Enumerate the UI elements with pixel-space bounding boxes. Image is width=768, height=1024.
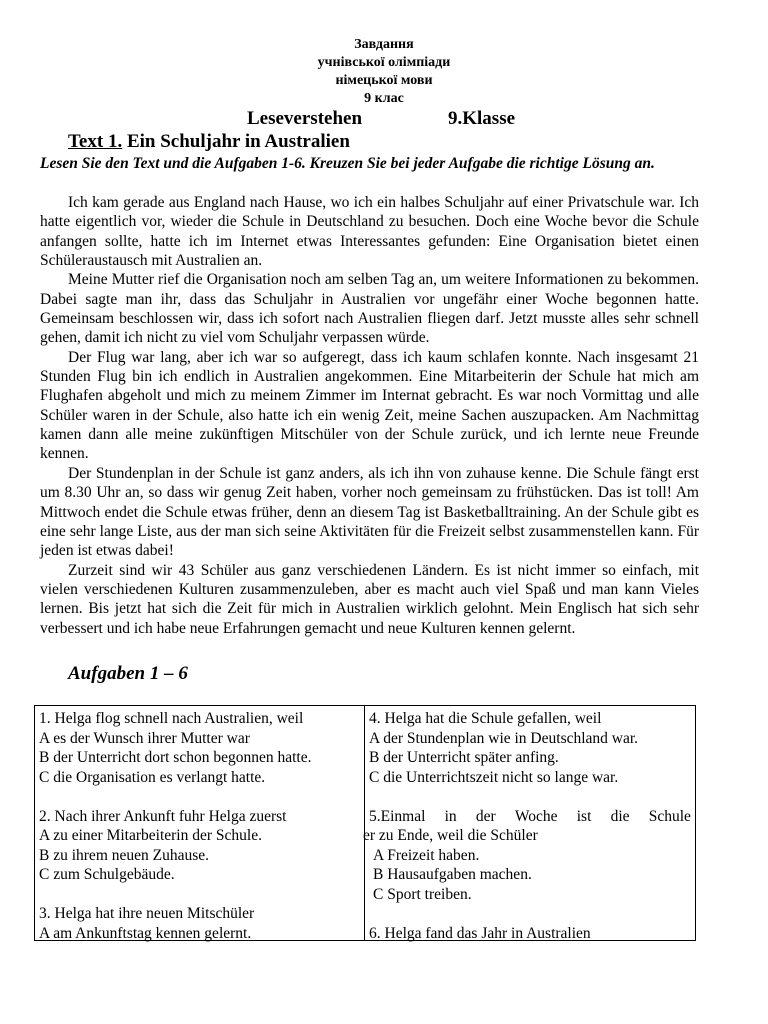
answer-2b[interactable]: B zu ihrem neuen Zuhause. bbox=[39, 846, 210, 864]
answer-1a[interactable]: A es der Wunsch ihrer Mutter war bbox=[39, 729, 250, 747]
answer-3a[interactable]: A am Ankunftstag kennen gelernt. bbox=[39, 924, 252, 942]
q5-word: ist bbox=[576, 807, 592, 825]
answer-5a[interactable]: A Freizeit haben. bbox=[373, 846, 480, 864]
answer-5c[interactable]: C Sport treiben. bbox=[373, 885, 472, 903]
tasks-table bbox=[34, 705, 696, 941]
paragraph-3: Der Flug war lang, aber ich war so aufgeregt, dass ich kaum schlafen konnte. Nach insgesamt 21 Stunden Flug bin ich endlich in Australien angekommen. Eine Mitarbeiterin der Schule hat mich am Flughafen abgeholt und mich zu meinem Zimmer im Internat gebracht. Es war noch Vormittag und alle Schüler waren in der Schule, also hatte ich ein wenig Zeit, meine Sachen auszupacken. Am Nachmittag kamen dann alle meine zukünftigen Mitschüler von der Schule zurück, und ich lernte neue Freunde kennen. bbox=[40, 348, 699, 463]
instruction: Lesen Sie den Text und die Aufgaben 1-6. Kreuzen Sie bei jeder Aufgabe die richtige Lösung an. bbox=[40, 155, 655, 172]
header-line-2: учнівської олімпіади bbox=[317, 55, 451, 70]
answer-1b[interactable]: B der Unterricht dort schon begonnen hatte. bbox=[39, 749, 312, 766]
text-title bbox=[68, 131, 350, 153]
answer-2a[interactable]: A zu einer Mitarbeiterin der Schule. bbox=[39, 827, 262, 844]
spacer bbox=[39, 787, 365, 807]
header-line-1: Завдання bbox=[354, 37, 414, 52]
question-1: 1. Helga flog schnell nach Australien, weil bbox=[39, 710, 304, 727]
answer-4b[interactable]: B der Unterricht später anfing. bbox=[369, 749, 559, 766]
tasks-left-column bbox=[39, 709, 365, 943]
q5-word: die bbox=[610, 807, 630, 825]
answer-4a[interactable]: A der Stundenplan wie in Deutschland war. bbox=[369, 729, 639, 747]
spacer bbox=[369, 904, 691, 924]
section-title-row bbox=[0, 108, 768, 132]
q5-word: der bbox=[475, 807, 496, 825]
q5-word: in bbox=[444, 807, 457, 825]
spacer bbox=[39, 885, 365, 905]
question-5 bbox=[369, 807, 691, 827]
tasks-right-column bbox=[363, 709, 691, 943]
section-title: Leseverstehen bbox=[247, 108, 363, 129]
answer-5b[interactable]: B Hausaufgaben machen. bbox=[373, 866, 532, 883]
answer-1c[interactable]: C die Organisation es verlangt hatte. bbox=[39, 768, 266, 786]
question-3: 3. Helga hat ihre neuen Mitschüler bbox=[39, 905, 255, 922]
spacer bbox=[369, 787, 691, 807]
header-line-4: 9 клас bbox=[364, 91, 404, 106]
text-title-label: Text 1. bbox=[68, 131, 123, 152]
grade-label: 9.Klasse bbox=[448, 108, 516, 129]
question-5-continued: er zu Ende, weil die Schüler bbox=[363, 827, 538, 844]
paragraph-5: Zurzeit sind wir 43 Schüler aus ganz verschiedenen Ländern. Es ist nicht immer so einfach, mit vielen verschiedenen Kulturen zusammenzuleben, aber es macht auch viel Spaß und man kann Vieles lernen. Bis jetzt hat sich die Zeit für mich in Australien wirklich gelohnt. Mein Englisch hat sich sehr verbessert und ich habe neue Erfahrungen gemacht und neue Kulturen kennen gelernt. bbox=[40, 561, 699, 637]
question-2: 2. Nach ihrer Ankunft fuhr Helga zuerst bbox=[39, 807, 287, 825]
q5-word: Schule bbox=[648, 807, 691, 825]
paragraph-4: Der Stundenplan in der Schule ist ganz anders, als ich ihn von zuhause kenne. Die Schule fängt erst um 8.30 Uhr an, so dass wir genug Zeit haben, vorher noch gemeinsam zu frühstücken. Das ist toll! Am Mittwoch endet die Schule etwas früher, denn an diesem Tag ist Basketballtraining. An der Schule gibt es eine sehr lange Liste, aus der man sich seine Aktivitäten für die Freizeit selbst zusammenstellen kann. Für jeden ist etwas dabei! bbox=[40, 464, 699, 560]
paragraph-1: Ich kam gerade aus England nach Hause, wo ich ein halbes Schuljahr auf einer Privatschule war. Ich hatte eigentlich vor, wieder die Schule in Deutschland zu besuchen. Doch eine Woche bevor die Schule anfangen sollte, hatte ich im Internet etwas Interessantes gefunden: Eine Organisation bietet einen Schüleraustausch mit Australien an. bbox=[40, 194, 699, 270]
answer-2c[interactable]: C zum Schulgebäude. bbox=[39, 866, 175, 883]
paragraph-2: Meine Mutter rief die Organisation noch am selben Tag an, um weitere Informationen zu bekommen. Dabei sagte man ihr, dass das Schuljahr in Australien vor ungefähr einer Woche begonnen hatte. Gemeinsam beschlossen wir, dass ich sofort nach Australien fliegen darf. Jetzt musste alles sehr schnell gehen, damit ich nicht zu viel vom Schuljahr verpassen würde. bbox=[40, 271, 699, 347]
text-title-name: Ein Schuljahr in Australien bbox=[122, 131, 350, 152]
reading-text bbox=[40, 193, 699, 638]
header-line-3: німецької мови bbox=[335, 73, 433, 88]
question-6: 6. Helga fand das Jahr in Australien bbox=[369, 924, 591, 942]
answer-4c[interactable]: C die Unterrichtszeit nicht so lange war. bbox=[369, 768, 619, 786]
q5-word: 5.Einmal bbox=[369, 807, 426, 825]
question-4: 4. Helga hat die Schule gefallen, weil bbox=[369, 710, 602, 727]
q5-word: Woche bbox=[514, 807, 558, 825]
tasks-heading: Aufgaben 1 – 6 bbox=[68, 663, 188, 684]
